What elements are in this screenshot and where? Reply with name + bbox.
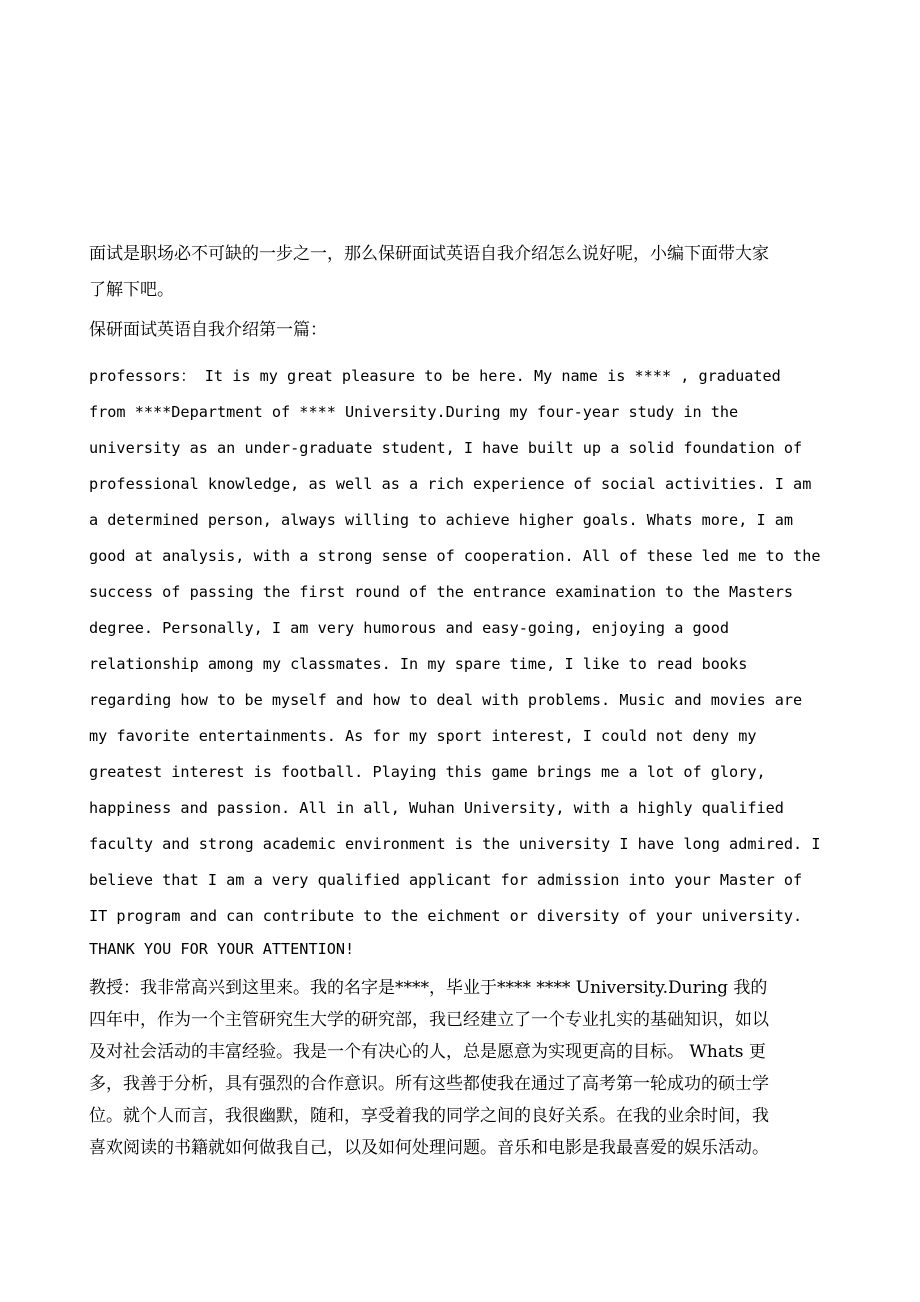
- english-line: faculty and strong academic environment is the university I have long admired. I: [89, 835, 821, 853]
- section-heading: 保研面试英语自我介绍第一篇：: [89, 320, 327, 340]
- english-line: professional knowledge, as well as a rich experience of social activities. I am: [89, 475, 812, 493]
- document-body: [89, 236, 834, 1164]
- english-line: from ****Department of **** University.During my four-year study in the: [89, 403, 739, 421]
- english-line: degree. Personally, I am very humorous and easy-going, enjoying a good: [89, 619, 730, 637]
- closing-line: THANK YOU FOR YOUR ATTENTION!: [89, 940, 355, 958]
- english-line: professors： It is my great pleasure to be here. My name is **** , graduated: [89, 367, 781, 385]
- chinese-translation: [89, 972, 834, 1164]
- english-line: happiness and passion. All in all, Wuhan University, with a highly qualified: [89, 799, 784, 817]
- english-line: believe that I am a very qualified applicant for admission into your Master of: [89, 871, 803, 889]
- english-line: success of passing the first round of the entrance examination to the Masters: [89, 583, 794, 601]
- intro-line: 面试是职场必不可缺的一步之一，那么保研面试英语自我介绍怎么说好呢，小编下面带大家: [89, 244, 769, 264]
- translation-line: 及对社会活动的丰富经验。我是一个有决心的人，总是愿意为实现更高的目标。 Whats 更: [89, 1042, 766, 1062]
- english-self-introduction: [89, 358, 834, 934]
- english-line: IT program and can contribute to the eichment or diversity of your university.: [89, 907, 803, 925]
- intro-paragraph: [89, 236, 834, 308]
- translation-line: 多，我善于分析，具有强烈的合作意识。所有这些都使我在通过了高考第一轮成功的硕士学: [89, 1074, 769, 1094]
- translation-line: 教授：我非常高兴到这里来。我的名字是****，毕业于**** **** University.During 我的: [89, 978, 768, 998]
- english-line: good at analysis, with a strong sense of cooperation. All of these led me to the: [89, 547, 821, 565]
- translation-line: 位。就个人而言，我很幽默，随和，享受着我的同学之间的良好关系。在我的业余时间，我: [89, 1106, 769, 1126]
- english-line: greatest interest is football. Playing this game brings me a lot of glory,: [89, 763, 766, 781]
- intro-line: 了解下吧。: [89, 280, 174, 300]
- translation-line: 四年中，作为一个主管研究生大学的研究部，我已经建立了一个专业扎实的基础知识，如以: [89, 1010, 769, 1030]
- english-line: university as an under-graduate student, I have built up a solid foundation of: [89, 439, 803, 457]
- english-line: regarding how to be myself and how to deal with problems. Music and movies are: [89, 691, 803, 709]
- english-line: a determined person, always willing to achieve higher goals. Whats more, I am: [89, 511, 794, 529]
- translation-line: 喜欢阅读的书籍就如何做我自己，以及如何处理问题。音乐和电影是我最喜爱的娱乐活动。: [89, 1138, 769, 1158]
- english-line: my favorite entertainments. As for my sport interest, I could not deny my: [89, 727, 757, 745]
- english-line: relationship among my classmates. In my spare time, I like to read books: [89, 655, 748, 673]
